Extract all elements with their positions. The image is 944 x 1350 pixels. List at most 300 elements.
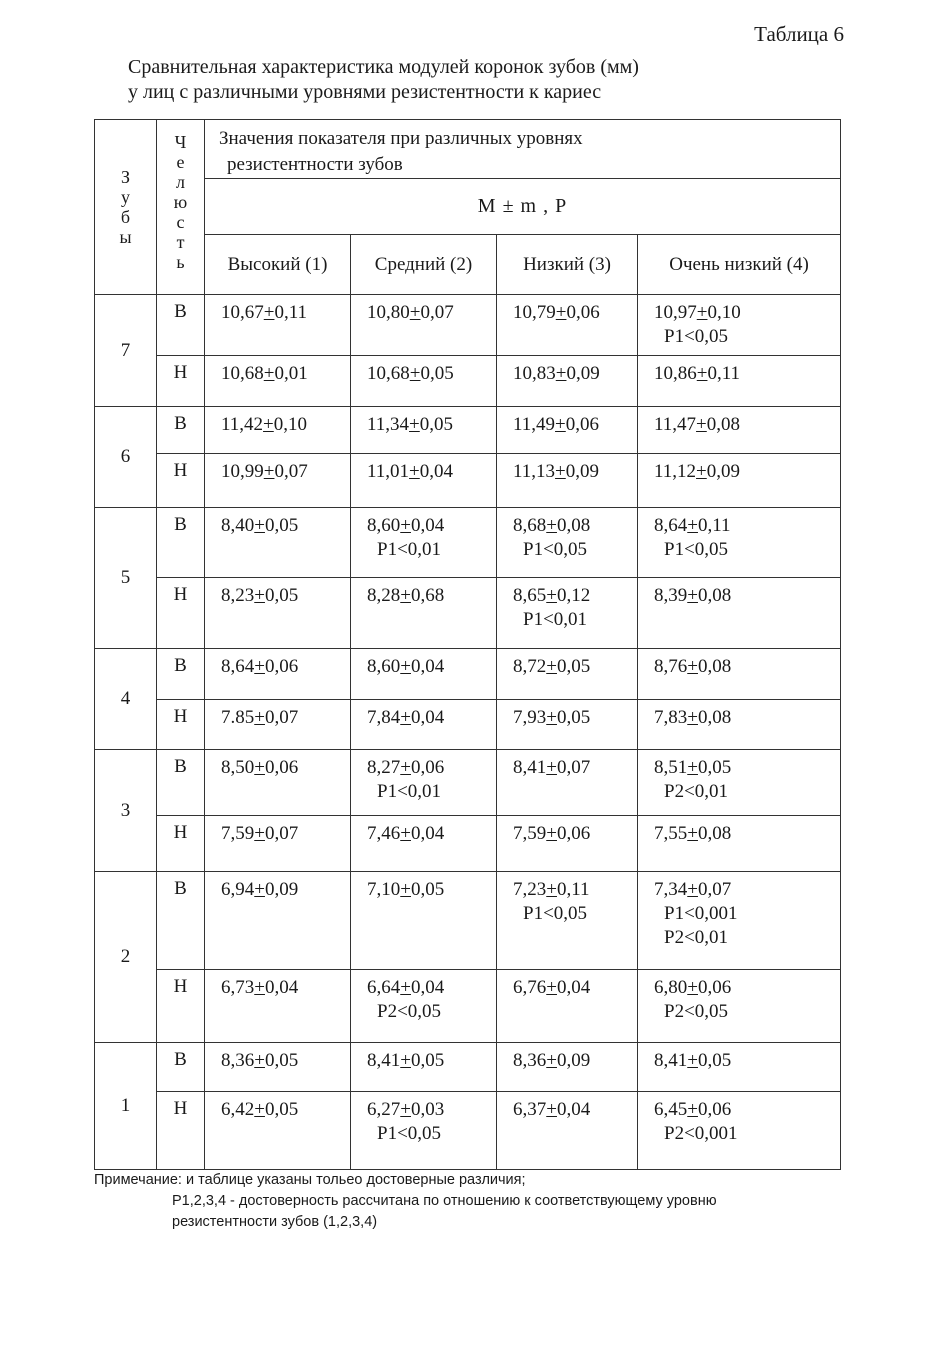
level-header: Высокий (1) <box>205 235 351 295</box>
mean-value: 6,94 <box>221 879 255 900</box>
mean-value: 6,42 <box>221 1099 255 1120</box>
mean-sem <box>221 584 350 608</box>
group-header-line: резистентности зубов <box>227 154 403 175</box>
plus-minus-sign: + <box>400 757 411 778</box>
mean-value: 11,42 <box>221 414 264 435</box>
value-cell <box>638 508 841 578</box>
mean-value: 11,01 <box>367 461 410 482</box>
table-row <box>95 508 841 578</box>
value-cell <box>351 454 497 508</box>
mean-sem <box>654 976 840 1000</box>
p-value: P1<0,01 <box>377 539 442 560</box>
value-cell <box>205 970 351 1043</box>
value-cell <box>351 649 497 700</box>
value-cell <box>351 700 497 750</box>
jaw-header-letter: е <box>176 152 185 172</box>
jaw-header-letter: ь <box>176 252 185 272</box>
mean-value: 8,41 <box>367 1050 401 1071</box>
plus-minus-sign: + <box>696 363 708 384</box>
plus-minus-sign: + <box>687 585 698 606</box>
value-cell <box>497 578 638 649</box>
mean-sem <box>654 878 840 902</box>
sem-value: 0,09 <box>566 363 600 384</box>
table-row <box>95 872 841 970</box>
p-value: P2<0,01 <box>664 781 729 802</box>
mean-value: 11,47 <box>654 414 697 435</box>
jaw-label: В <box>157 649 205 700</box>
value-cell <box>205 578 351 649</box>
sem-value: 0,08 <box>697 707 732 728</box>
plus-minus-sign: + <box>400 656 411 677</box>
sem-value: 0,11 <box>274 302 308 323</box>
sem-value: 0,05 <box>264 515 299 536</box>
mean-value: 8,60 <box>367 656 401 677</box>
plus-minus-sign: + <box>546 1050 557 1071</box>
sem-value: 0,04 <box>410 707 445 728</box>
mean-value: 10,79 <box>513 302 556 323</box>
plus-minus-sign: + <box>254 656 265 677</box>
mean-sem <box>654 655 840 679</box>
mean-sem <box>367 1049 496 1073</box>
value-cell <box>638 356 841 407</box>
sem-value: 0,09 <box>706 461 741 482</box>
value-cell <box>205 454 351 508</box>
mean-sem <box>513 976 637 1000</box>
mean-sem <box>367 1098 496 1122</box>
tooth-number: 5 <box>95 508 157 649</box>
mean-value: 7,55 <box>654 823 688 844</box>
mean-sem <box>654 413 840 437</box>
mean-sem <box>367 706 496 730</box>
mean-sem <box>513 514 637 538</box>
value-cell <box>205 295 351 356</box>
mean-value: 8,72 <box>513 656 547 677</box>
mean-sem <box>654 1098 840 1122</box>
value-cell <box>638 970 841 1043</box>
mean-sem <box>221 878 350 902</box>
mean-value: 8,27 <box>367 757 401 778</box>
mean-sem <box>221 655 350 679</box>
value-cell <box>497 816 638 872</box>
plus-minus-sign: + <box>400 879 411 900</box>
mean-sem <box>367 301 496 325</box>
jaw-label: Н <box>157 356 205 407</box>
plus-minus-sign: + <box>400 585 411 606</box>
p-value: P1<0,05 <box>664 326 729 347</box>
value-cell <box>497 295 638 356</box>
value-cell <box>638 1092 841 1170</box>
data-table <box>94 119 841 1170</box>
mean-sem <box>367 584 496 608</box>
mean-sem <box>221 756 350 780</box>
teeth-header-letter: З <box>120 167 131 187</box>
value-cell <box>497 454 638 508</box>
plus-minus-sign: + <box>400 823 411 844</box>
sem-value: 0,04 <box>419 461 454 482</box>
mean-value: 11,13 <box>513 461 556 482</box>
plus-minus-sign: + <box>546 823 557 844</box>
mean-value: 11,34 <box>367 414 410 435</box>
value-cell <box>205 407 351 454</box>
p-value: P1<0,001 <box>664 903 738 924</box>
group-header-line: Значения показателя при различных уровнях <box>219 128 583 149</box>
mean-value: 6,76 <box>513 977 547 998</box>
plus-minus-sign: + <box>254 585 265 606</box>
p-value: P1<0,01 <box>523 609 588 630</box>
mean-value: 11,12 <box>654 461 697 482</box>
plus-minus-sign: + <box>254 707 265 728</box>
mean-value: 8,65 <box>513 585 547 606</box>
value-cell <box>351 1043 497 1092</box>
table-row <box>95 1043 841 1092</box>
value-cell <box>351 407 497 454</box>
plus-minus-sign: + <box>263 302 275 323</box>
value-cell <box>497 356 638 407</box>
sem-value: 0,08 <box>697 823 732 844</box>
mean-value: 7,23 <box>513 879 547 900</box>
plus-minus-sign: + <box>687 879 698 900</box>
level-header: Очень низкий (4) <box>638 235 841 295</box>
p-value: P1<0,05 <box>377 1123 442 1144</box>
sem-value: 0,08 <box>697 656 732 677</box>
table-row <box>95 454 841 508</box>
mean-sem <box>513 1098 637 1122</box>
mean-value: 6,37 <box>513 1099 547 1120</box>
mean-value: 7,59 <box>221 823 255 844</box>
mean-sem <box>513 584 637 608</box>
sem-value: 0,05 <box>264 1099 299 1120</box>
note-line-1: Примечание: и таблице указаны тольео достоверные различия; <box>94 1172 526 1188</box>
plus-minus-sign: + <box>254 1099 265 1120</box>
sem-value: 0,05 <box>556 656 591 677</box>
value-cell <box>205 872 351 970</box>
mean-sem <box>654 1049 840 1073</box>
jaw-label: Н <box>157 700 205 750</box>
mean-sem <box>221 1049 350 1073</box>
sem-value: 0,06 <box>565 414 600 435</box>
teeth-column-header <box>95 120 157 295</box>
table-note <box>94 1170 844 1233</box>
plus-minus-sign: + <box>254 879 265 900</box>
mean-sem <box>513 362 637 386</box>
value-cell <box>497 407 638 454</box>
value-cell <box>638 750 841 816</box>
p-value: P2<0,001 <box>664 1123 738 1144</box>
plus-minus-sign: + <box>254 977 265 998</box>
note-line-2: Р1,2,3,4 - достоверность рассчитана по отношению к соответствующему уровню <box>172 1193 717 1209</box>
mean-sem <box>221 1098 350 1122</box>
value-cell <box>205 1043 351 1092</box>
jaw-label: В <box>157 295 205 356</box>
jaw-label: В <box>157 508 205 578</box>
p-value: P1<0,05 <box>523 539 588 560</box>
plus-minus-sign: + <box>555 363 567 384</box>
sem-value: 0,06 <box>410 757 445 778</box>
sem-value: 0,05 <box>697 757 732 778</box>
plus-minus-sign: + <box>546 1099 557 1120</box>
plus-minus-sign: + <box>555 461 566 482</box>
sem-value: 0,04 <box>556 977 591 998</box>
jaw-header-letter: с <box>176 212 185 232</box>
mean-value: 10,86 <box>654 363 697 384</box>
value-cell <box>497 872 638 970</box>
plus-minus-sign: + <box>409 461 420 482</box>
sem-value: 0,06 <box>697 977 732 998</box>
sem-value: 0,07 <box>697 879 732 900</box>
table-row <box>95 750 841 816</box>
plus-minus-sign: + <box>546 757 557 778</box>
sem-value: 0,05 <box>697 1050 732 1071</box>
value-cell <box>351 816 497 872</box>
plus-minus-sign: + <box>696 302 708 323</box>
mean-value: 6,45 <box>654 1099 688 1120</box>
value-cell <box>638 1043 841 1092</box>
sem-value: 0,07 <box>420 302 454 323</box>
p-value: P2<0,05 <box>664 1001 729 1022</box>
plus-minus-sign: + <box>409 414 420 435</box>
table-row <box>95 700 841 750</box>
mean-sem <box>513 413 637 437</box>
value-cell <box>205 700 351 750</box>
mean-sem <box>654 756 840 780</box>
mean-value: 7,93 <box>513 707 547 728</box>
sem-value: 0,08 <box>697 585 732 606</box>
level-header: Низкий (3) <box>497 235 638 295</box>
sem-value: 0,07 <box>264 707 299 728</box>
sem-value: 0,06 <box>566 302 600 323</box>
jaw-label: В <box>157 872 205 970</box>
mean-value: 10,80 <box>367 302 410 323</box>
jaw-label: Н <box>157 970 205 1043</box>
mean-value: 10,83 <box>513 363 556 384</box>
sem-value: 0,06 <box>264 757 299 778</box>
jaw-header-letter: ю <box>173 192 188 212</box>
mean-sem <box>513 301 637 325</box>
value-cell <box>205 750 351 816</box>
plus-minus-sign: + <box>400 977 411 998</box>
table-row <box>95 816 841 872</box>
value-cell <box>351 508 497 578</box>
tooth-number: 6 <box>95 407 157 508</box>
mean-sem <box>513 822 637 846</box>
mean-value: 6,64 <box>367 977 401 998</box>
note-line-3: резистентности зубов (1,2,3,4) <box>172 1214 378 1230</box>
p-value: P1<0,05 <box>523 903 588 924</box>
plus-minus-sign: + <box>555 414 566 435</box>
plus-minus-sign: + <box>546 977 557 998</box>
mean-sem <box>513 706 637 730</box>
mean-sem <box>367 976 496 1000</box>
p-value: P1<0,05 <box>664 539 729 560</box>
mean-sem <box>367 655 496 679</box>
sem-value: 0,11 <box>697 515 731 536</box>
plus-minus-sign: + <box>687 656 698 677</box>
mean-value: 7,83 <box>654 707 688 728</box>
sem-value: 0,01 <box>274 363 308 384</box>
mean-sem <box>367 822 496 846</box>
sem-value: 0,05 <box>410 879 445 900</box>
mean-sem <box>367 460 496 484</box>
mean-value: 10,99 <box>221 461 264 482</box>
sem-value: 0,68 <box>410 585 445 606</box>
sem-value: 0,05 <box>264 1050 299 1071</box>
table-row <box>95 356 841 407</box>
plus-minus-sign: + <box>687 823 698 844</box>
value-cell <box>205 508 351 578</box>
mean-sem <box>513 878 637 902</box>
mean-value: 8,51 <box>654 757 688 778</box>
tooth-number: 1 <box>95 1043 157 1170</box>
value-cell <box>205 816 351 872</box>
mean-sem <box>513 460 637 484</box>
value-cell <box>638 816 841 872</box>
mean-sem <box>367 413 496 437</box>
sem-value: 0,08 <box>556 515 591 536</box>
sem-value: 0,09 <box>565 461 600 482</box>
sem-value: 0,05 <box>410 1050 445 1071</box>
plus-minus-sign: + <box>546 585 557 606</box>
mean-value: 8,41 <box>654 1050 688 1071</box>
sem-value: 0,11 <box>556 879 590 900</box>
plus-minus-sign: + <box>400 1050 411 1071</box>
teeth-header-letter: ы <box>119 227 132 247</box>
sem-value: 0,04 <box>556 1099 591 1120</box>
mean-sem <box>654 706 840 730</box>
mean-value: 6,27 <box>367 1099 401 1120</box>
sem-value: 0,05 <box>264 585 299 606</box>
mean-value: 10,97 <box>654 302 697 323</box>
mean-value: 7,46 <box>367 823 401 844</box>
tooth-number: 2 <box>95 872 157 1043</box>
value-cell <box>497 700 638 750</box>
jaw-label: В <box>157 750 205 816</box>
value-cell <box>205 649 351 700</box>
plus-minus-sign: + <box>263 461 275 482</box>
jaw-label: Н <box>157 578 205 649</box>
mean-value: 8,41 <box>513 757 547 778</box>
tooth-number: 7 <box>95 295 157 407</box>
sem-value: 0,04 <box>264 977 299 998</box>
plus-minus-sign: + <box>409 363 421 384</box>
mean-sem <box>513 756 637 780</box>
mean-sem <box>221 301 350 325</box>
sem-value: 0,09 <box>556 1050 591 1071</box>
teeth-header-letter: б <box>120 207 131 227</box>
jaw-label: Н <box>157 816 205 872</box>
p-value: P2<0,05 <box>377 1001 442 1022</box>
mean-value: 10,67 <box>221 302 264 323</box>
mean-value: 7,10 <box>367 879 401 900</box>
plus-minus-sign: + <box>546 879 557 900</box>
jaw-header-letter: л <box>176 172 185 192</box>
sem-value: 0,05 <box>420 363 454 384</box>
mean-value: 8,50 <box>221 757 255 778</box>
plus-minus-sign: + <box>263 363 275 384</box>
sem-value: 0,08 <box>706 414 741 435</box>
plus-minus-sign: + <box>687 1099 698 1120</box>
mean-value: 11,49 <box>513 414 556 435</box>
plus-minus-sign: + <box>400 1099 411 1120</box>
mean-value: 6,73 <box>221 977 255 998</box>
level-header: Средний (2) <box>351 235 497 295</box>
mean-value: 7.85 <box>221 707 255 728</box>
mean-value: 10,68 <box>221 363 264 384</box>
jaw-header-letter: Ч <box>174 132 187 152</box>
plus-minus-sign: + <box>555 302 567 323</box>
plus-minus-sign: + <box>254 515 265 536</box>
value-cell <box>351 295 497 356</box>
plus-minus-sign: + <box>254 757 265 778</box>
mean-value: 8,64 <box>221 656 255 677</box>
table-row <box>95 295 841 356</box>
sem-value: 0,06 <box>697 1099 732 1120</box>
value-cell <box>351 1092 497 1170</box>
value-cell <box>351 970 497 1043</box>
table-caption <box>128 55 639 105</box>
mean-value: 10,68 <box>367 363 410 384</box>
sem-value: 0,10 <box>273 414 308 435</box>
value-cell <box>638 872 841 970</box>
jaw-label: Н <box>157 454 205 508</box>
value-cell <box>638 649 841 700</box>
value-cell <box>497 1092 638 1170</box>
sem-value: 0,03 <box>410 1099 445 1120</box>
mean-sem <box>654 362 840 386</box>
group-header <box>205 120 841 179</box>
value-cell <box>351 872 497 970</box>
tooth-number: 4 <box>95 649 157 750</box>
sem-value: 0,04 <box>410 656 445 677</box>
value-cell <box>351 578 497 649</box>
value-cell <box>351 356 497 407</box>
mean-value: 7,84 <box>367 707 401 728</box>
sem-value: 0,09 <box>264 879 299 900</box>
sem-value: 0,07 <box>556 757 591 778</box>
plus-minus-sign: + <box>687 977 698 998</box>
mean-value: 7,34 <box>654 879 688 900</box>
value-cell <box>638 295 841 356</box>
sem-value: 0,05 <box>419 414 454 435</box>
value-cell <box>497 970 638 1043</box>
caption-line-1: Сравнительная характеристика модулей коронок зубов (мм) <box>128 56 639 78</box>
mean-sem <box>367 514 496 538</box>
value-cell <box>638 454 841 508</box>
mean-sem <box>367 756 496 780</box>
plus-minus-sign: + <box>687 707 698 728</box>
mean-value: 8,40 <box>221 515 255 536</box>
p-value: P2<0,01 <box>664 927 729 948</box>
value-cell <box>205 1092 351 1170</box>
sem-value: 0,11 <box>707 363 741 384</box>
sem-value: 0,04 <box>410 515 445 536</box>
mean-sem <box>513 655 637 679</box>
value-cell <box>497 750 638 816</box>
mean-value: 8,60 <box>367 515 401 536</box>
mean-sem <box>654 460 840 484</box>
mean-sem <box>221 822 350 846</box>
value-cell <box>351 750 497 816</box>
plus-minus-sign: + <box>687 515 698 536</box>
caption-line-2: у лиц с различными уровнями резистентности к кариес <box>128 81 602 103</box>
sem-value: 0,12 <box>556 585 591 606</box>
mean-value: 8,39 <box>654 585 688 606</box>
jaw-header-letter: т <box>176 232 185 252</box>
plus-minus-sign: + <box>254 1050 265 1071</box>
table-row <box>95 649 841 700</box>
plus-minus-sign: + <box>546 707 557 728</box>
mean-sem <box>513 1049 637 1073</box>
mean-value: 8,23 <box>221 585 255 606</box>
